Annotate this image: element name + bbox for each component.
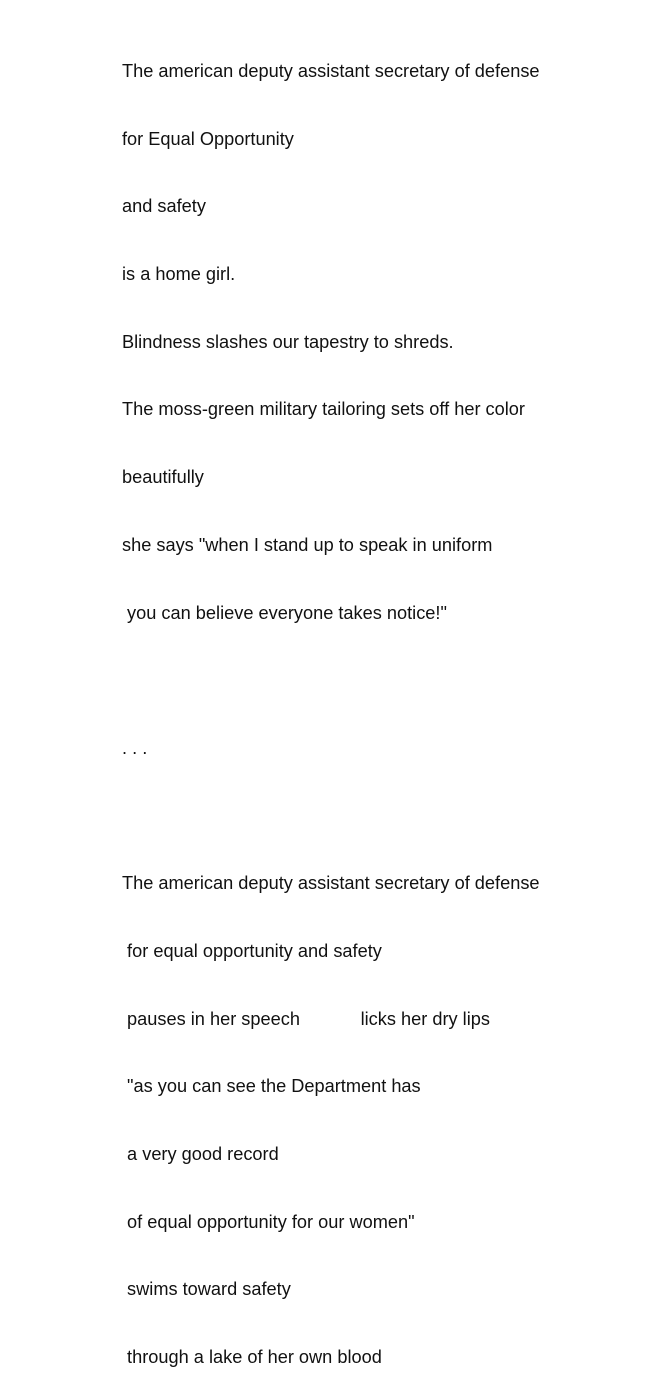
poem-line: of equal opportunity for our women" [122, 1211, 415, 1232]
poem-line: The american deputy assistant secretary of defense [122, 873, 540, 894]
poem-line: is a home girl. [122, 264, 236, 285]
poem-line: The american deputy assistant secretary of defense [122, 61, 540, 81]
poem-line: for Equal Opportunity [122, 128, 294, 149]
poem-line: and safety [122, 196, 206, 217]
poem-line: The moss-green military tailoring sets off her color [122, 399, 525, 420]
stanza-gap [122, 668, 540, 694]
poem-text [122, 17, 540, 1392]
poem-line: through a lake of her own blood [122, 1347, 382, 1368]
poem-line: Blindness slashes our tapestry to shreds. [122, 331, 454, 352]
poem-line: swims toward safety [122, 1279, 291, 1300]
stanza-gap [122, 804, 540, 830]
poem-line: you can believe everyone takes notice!" [122, 602, 447, 623]
poem-line: beautifully [122, 467, 204, 488]
poem-line: she says "when I stand up to speak in uniform [122, 534, 493, 555]
poem-line: for equal opportunity and safety [122, 940, 382, 961]
poem-line: pauses in her speech licks her dry lips [122, 1008, 490, 1029]
ellipsis-line: . . . [122, 737, 148, 758]
poem-line: a very good record [122, 1144, 279, 1164]
poem-line: "as you can see the Department has [122, 1076, 421, 1097]
